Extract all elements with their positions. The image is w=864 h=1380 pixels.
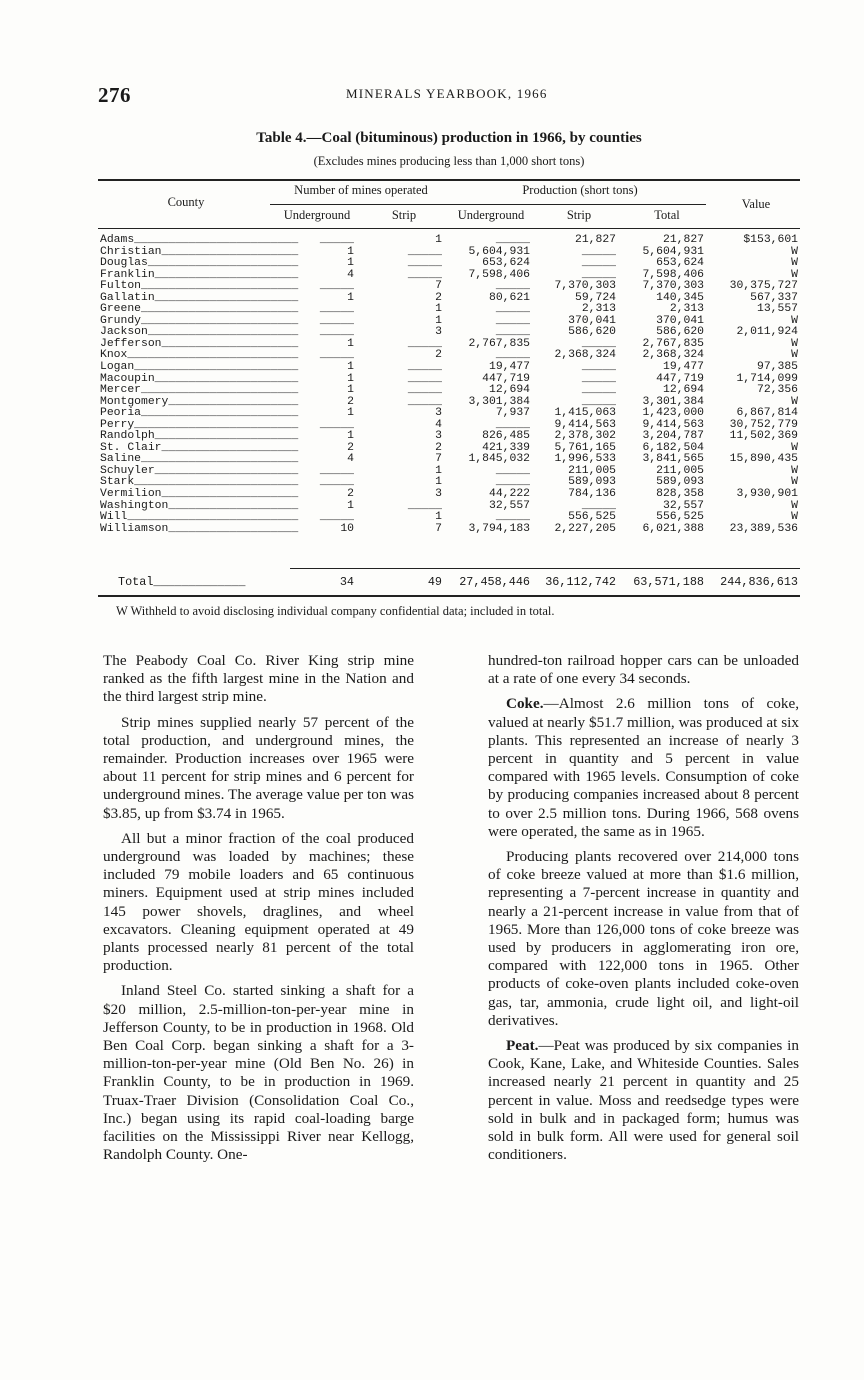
coke-paragraph — [488, 695, 799, 841]
cell-prod-underground: _____ — [495, 314, 530, 327]
cell-prod-underground: 7,937 — [495, 407, 530, 420]
peat-heading: Peat. — [506, 1037, 539, 1055]
running-title: MINERALS YEARBOOK, 1966 — [346, 86, 548, 101]
cell-prod-underground: 826,485 — [482, 430, 530, 443]
cell-prod-underground: _____ — [495, 464, 530, 477]
cell-prod-strip: 2,227,205 — [554, 522, 616, 535]
cell-prod-total: 3,204,787 — [642, 430, 704, 443]
cell-mines-underground: 4 — [347, 268, 354, 281]
cell-prod-strip: _____ — [581, 245, 616, 258]
paragraph: Inland Steel Co. started sinking a shaft for a $20 million, 2.5-million-ton-per-year mine in Jefferson County, to be in production in 1968. Old Ben Coal Corp. began sinking a shaft for a 3-million-ton-per-year mine (Old Ben No. 26) in Franklin County, to be in production in 1969. Truax-Traer Division (Consolidation Coal Co., Inc.) began using its rapid coal-loading barge facilities on the Mississippi River near Kellogg, Randolph County. One- — [103, 982, 414, 1164]
cell-county: Macoupin_____________________ — [100, 372, 299, 385]
cell-value: W — [791, 464, 798, 477]
header-bottom-rule — [98, 228, 800, 229]
total-mines-strip: 49 — [427, 575, 442, 589]
table-row — [98, 489, 800, 501]
cell-county: Knox_________________________ — [100, 349, 299, 362]
cell-county: Franklin_____________________ — [100, 268, 299, 281]
cell-county: Grundy_______________________ — [100, 314, 299, 327]
cell-prod-strip: 1,415,063 — [554, 407, 616, 420]
cell-value: W — [791, 257, 798, 270]
cell-prod-total: 19,477 — [662, 361, 704, 374]
cell-prod-total: 6,182,504 — [642, 441, 704, 454]
cell-prod-strip: 21,827 — [574, 234, 616, 246]
cell-prod-underground: _____ — [495, 349, 530, 362]
cell-prod-total: 2,313 — [669, 303, 704, 316]
header-prod-strip: Strip — [566, 208, 592, 222]
cell-prod-underground: _____ — [495, 418, 530, 431]
cell-prod-underground: _____ — [495, 234, 530, 246]
cell-prod-total: 370,041 — [656, 314, 704, 327]
right-column — [488, 652, 799, 1171]
table-row — [98, 258, 800, 270]
cell-mines-underground: 1 — [347, 361, 354, 374]
total-value: 244,836,613 — [720, 575, 798, 589]
cell-prod-underground: 7,598,406 — [468, 268, 530, 281]
cell-county: Schuyler_____________________ — [100, 464, 299, 477]
cell-mines-strip: 2 — [435, 291, 442, 304]
cell-prod-strip: _____ — [581, 395, 616, 408]
cell-mines-strip: 3 — [435, 430, 442, 443]
cell-prod-underground: 447,719 — [482, 372, 530, 385]
cell-value: 30,375,727 — [729, 280, 798, 293]
cell-prod-strip: _____ — [581, 337, 616, 350]
cell-mines-strip: _____ — [407, 372, 442, 385]
cell-value: 11,502,369 — [729, 430, 798, 443]
cell-county: Peoria_______________________ — [100, 407, 299, 420]
cell-prod-underground: 3,794,183 — [468, 522, 530, 535]
cell-mines-underground: _____ — [319, 314, 354, 327]
cell-mines-strip: 3 — [435, 407, 442, 420]
cell-county: Montgomery___________________ — [100, 395, 299, 408]
cell-prod-total: 589,093 — [656, 476, 704, 489]
total-rule — [290, 568, 800, 569]
cell-county: Jackson______________________ — [100, 326, 299, 339]
cell-county: Fulton_______________________ — [100, 280, 299, 293]
cell-value: W — [791, 395, 798, 408]
cell-county: Will_________________________ — [100, 511, 299, 524]
cell-county: Gallatin_____________________ — [100, 291, 299, 304]
cell-county: Adams________________________ — [100, 234, 299, 246]
cell-prod-total: 211,005 — [656, 464, 704, 477]
cell-mines-strip: _____ — [407, 384, 442, 397]
cell-prod-total: 7,370,303 — [642, 280, 704, 293]
total-row — [98, 575, 800, 589]
cell-mines-strip: 1 — [435, 234, 442, 246]
cell-mines-strip: 7 — [435, 522, 442, 535]
coke-body: —Almost 2.6 million tons of coke, valued at nearly $51.7 million, was produced at six plants. This represented an increase of nearly 3 percent in quantity and 5 percent in value compared with 1965 levels. Consumption of coke by producing companies increased about 8 percent to over 2.5 million tons. During 1966, 568 ovens were operated, the same as in 1965. — [488, 695, 799, 840]
cell-prod-underground: 2,767,835 — [468, 337, 530, 350]
cell-value: W — [791, 441, 798, 454]
cell-prod-underground: 44,222 — [488, 488, 530, 501]
cell-mines-strip: 1 — [435, 314, 442, 327]
header-production-group: Production (short tons) — [522, 183, 638, 197]
cell-value: W — [791, 245, 798, 258]
cell-prod-strip: _____ — [581, 499, 616, 512]
cell-mines-underground: _____ — [319, 349, 354, 362]
cell-prod-total: 653,624 — [656, 257, 704, 270]
cell-mines-strip: 7 — [435, 453, 442, 466]
cell-mines-underground: 1 — [347, 499, 354, 512]
cell-prod-strip: 370,041 — [568, 314, 616, 327]
peat-body: —Peat was produced by six companies in Cook, Kane, Lake, and Whiteside Counties. Sales increased nearly 21 percent in quantity and 25 percent in value. Moss and reedsedge types were sold in bulk and in packaged form; humus was sold in bulk form. All were used for general soil conditioners. — [488, 1037, 799, 1164]
cell-prod-strip: 586,620 — [568, 326, 616, 339]
cell-mines-strip: _____ — [407, 499, 442, 512]
cell-value: 2,011,924 — [736, 326, 798, 339]
table-bottom-rule — [98, 595, 800, 597]
cell-county: Stark________________________ — [100, 476, 299, 489]
paragraph: The Peabody Coal Co. River King strip mine ranked as the fifth largest mine in the Nation and the third largest strip mine. — [103, 652, 414, 706]
cell-prod-total: 5,604,931 — [642, 245, 704, 258]
cell-county: Douglas______________________ — [100, 257, 299, 270]
table-row — [98, 281, 800, 293]
cell-mines-strip: _____ — [407, 257, 442, 270]
cell-value: 567,337 — [750, 291, 798, 304]
cell-mines-strip: _____ — [407, 337, 442, 350]
cell-value: 30,752,779 — [729, 418, 798, 431]
cell-prod-underground: 32,557 — [488, 499, 530, 512]
cell-mines-underground: 10 — [340, 522, 354, 535]
paragraph: hundred-ton railroad hopper cars can be unloaded at a rate of one every 34 seconds. — [488, 652, 799, 688]
cell-mines-underground: _____ — [319, 418, 354, 431]
header-mines-underground: Underground — [283, 208, 351, 222]
cell-mines-underground: 1 — [347, 291, 354, 304]
cell-mines-strip: _____ — [407, 395, 442, 408]
cell-mines-strip: 1 — [435, 303, 442, 316]
cell-value: W — [791, 511, 798, 524]
cell-prod-total: 447,719 — [656, 372, 704, 385]
cell-county: Vermilion____________________ — [100, 488, 299, 501]
cell-county: Christian____________________ — [100, 245, 299, 258]
cell-value: W — [791, 499, 798, 512]
cell-prod-underground: 653,624 — [482, 257, 530, 270]
table-row — [98, 385, 800, 397]
cell-value: W — [791, 314, 798, 327]
cell-prod-total: 2,368,324 — [642, 349, 704, 362]
cell-value: $153,601 — [743, 234, 798, 246]
cell-mines-underground: 4 — [347, 453, 354, 466]
table-subtitle: (Excludes mines producing less than 1,000 short tons) — [313, 154, 585, 168]
cell-mines-strip: 4 — [435, 418, 442, 431]
cell-prod-underground: _____ — [495, 476, 530, 489]
cell-mines-underground: 2 — [347, 488, 354, 501]
cell-prod-underground: _____ — [495, 326, 530, 339]
cell-value: W — [791, 337, 798, 350]
total-prod-underground: 27,458,446 — [459, 575, 530, 589]
cell-prod-total: 6,021,388 — [642, 522, 704, 535]
cell-mines-underground: _____ — [319, 303, 354, 316]
cell-mines-underground: 2 — [347, 441, 354, 454]
cell-value: W — [791, 349, 798, 362]
table-row — [98, 362, 800, 374]
cell-prod-strip: _____ — [581, 268, 616, 281]
table-row — [98, 512, 800, 524]
table-footnote: W Withheld to avoid disclosing individual company confidential data; included in total. — [116, 604, 555, 618]
header-mines-strip: Strip — [391, 208, 417, 222]
cell-mines-strip: 1 — [435, 511, 442, 524]
cell-prod-total: 2,767,835 — [642, 337, 704, 350]
peat-paragraph — [488, 1037, 799, 1164]
cell-county: Williamson___________________ — [100, 522, 299, 535]
cell-mines-strip: 3 — [435, 326, 442, 339]
paragraph: All but a minor fraction of the coal produced underground was loaded by machines; these included 79 mobile loaders and 65 continuous miners. Equipment used at strip mines included 145 power shovels, draglines, and wheel excavators. Cleaning equipment operated at 49 plants processed nearly 81 percent of the total production. — [103, 829, 414, 975]
cell-prod-strip: 784,136 — [568, 488, 616, 501]
table-top-rule — [98, 179, 800, 181]
cell-prod-underground: 5,604,931 — [468, 245, 530, 258]
total-prod-strip: 36,112,742 — [545, 575, 616, 589]
cell-county: Saline_______________________ — [100, 453, 299, 466]
cell-prod-strip: 2,378,302 — [554, 430, 616, 443]
cell-prod-total: 828,358 — [656, 488, 704, 501]
cell-value: W — [791, 268, 798, 281]
cell-prod-strip: _____ — [581, 372, 616, 385]
cell-county: Greene_______________________ — [100, 303, 299, 316]
left-column — [103, 652, 414, 1171]
cell-prod-underground: _____ — [495, 280, 530, 293]
cell-mines-strip: 1 — [435, 464, 442, 477]
header-prod-total: Total — [654, 208, 680, 222]
cell-prod-strip: 556,525 — [568, 511, 616, 524]
cell-prod-underground: 1,845,032 — [468, 453, 530, 466]
coke-heading: Coke. — [506, 695, 544, 713]
cell-prod-underground: 12,694 — [488, 384, 530, 397]
cell-mines-underground: 1 — [347, 337, 354, 350]
cell-mines-underground: 2 — [347, 395, 354, 408]
cell-mines-strip: 1 — [435, 476, 442, 489]
cell-prod-total: 1,423,000 — [642, 407, 704, 420]
cell-prod-total: 586,620 — [656, 326, 704, 339]
cell-mines-strip: 2 — [435, 349, 442, 362]
header-value: Value — [741, 197, 771, 211]
paragraph: Strip mines supplied nearly 57 percent of the total production, and underground mines, the remainder. Production increases over 1965 were about 11 percent for strip mines and 6 percent for underground mines. The average value per ton was $3.85, up from $3.74 in 1965. — [103, 713, 414, 822]
cell-county: Perry________________________ — [100, 418, 299, 431]
cell-mines-strip: 2 — [435, 441, 442, 454]
paragraph: Producing plants recovered over 214,000 tons of coke breeze valued at more than $1.6 million, representing a 7-percent increase in quantity and nearly a 21-percent increase in value from that of 1965. More than 126,000 tons of coke breeze was used by producers in agglomerating iron ore, compared with 122,000 tons in 1965. Other products of coke-oven plants included coke-oven gas, tar, ammonia, crude light oil, and light-oil derivatives. — [488, 848, 799, 1029]
total-mines-underground: 34 — [339, 575, 354, 589]
cell-prod-strip: 2,313 — [581, 303, 616, 316]
cell-prod-total: 140,345 — [656, 291, 704, 304]
cell-mines-strip: 7 — [435, 280, 442, 293]
cell-prod-strip: 9,414,563 — [554, 418, 616, 431]
cell-county: Jefferson____________________ — [100, 337, 299, 350]
cell-prod-underground: 3,301,384 — [468, 395, 530, 408]
cell-prod-underground: 80,621 — [488, 291, 530, 304]
cell-county: Randolph_____________________ — [100, 430, 299, 443]
table-body — [98, 235, 800, 535]
cell-mines-underground: _____ — [319, 280, 354, 293]
cell-prod-total: 3,301,384 — [642, 395, 704, 408]
cell-mines-underground: _____ — [319, 326, 354, 339]
cell-prod-strip: 211,005 — [568, 464, 616, 477]
cell-county: Washington___________________ — [100, 499, 299, 512]
cell-value: 23,389,536 — [729, 522, 798, 535]
cell-value: 6,867,814 — [736, 407, 798, 420]
cell-prod-total: 32,557 — [662, 499, 704, 512]
page-number: 276 — [98, 83, 131, 107]
cell-prod-strip: _____ — [581, 257, 616, 270]
cell-mines-underground: 1 — [347, 407, 354, 420]
header-mines-group: Number of mines operated — [294, 183, 428, 197]
cell-mines-underground: 1 — [347, 372, 354, 385]
header-prod-underground: Underground — [457, 208, 525, 222]
table-row — [98, 524, 800, 536]
page-header — [98, 83, 800, 109]
cell-mines-underground: 1 — [347, 384, 354, 397]
cell-mines-strip: 3 — [435, 488, 442, 501]
cell-prod-total: 7,598,406 — [642, 268, 704, 281]
cell-mines-underground: 1 — [347, 430, 354, 443]
cell-prod-strip: _____ — [581, 384, 616, 397]
cell-county: Mercer_______________________ — [100, 384, 299, 397]
cell-prod-total: 3,841,565 — [642, 453, 704, 466]
cell-value: 15,890,435 — [729, 453, 798, 466]
cell-mines-strip: _____ — [407, 361, 442, 374]
cell-mines-underground: _____ — [319, 476, 354, 489]
cell-prod-underground: 19,477 — [488, 361, 530, 374]
cell-county: St. Clair____________________ — [100, 441, 299, 454]
cell-mines-underground: _____ — [319, 234, 354, 246]
cell-mines-underground: _____ — [319, 511, 354, 524]
total-label: Total_____________ — [118, 575, 246, 589]
cell-prod-strip: 2,368,324 — [554, 349, 616, 362]
cell-value: 72,356 — [756, 384, 798, 397]
cell-value: 13,557 — [756, 303, 798, 316]
cell-county: Logan________________________ — [100, 361, 299, 374]
cell-prod-strip: 1,996,533 — [554, 453, 616, 466]
cell-prod-strip: 589,093 — [568, 476, 616, 489]
header-group-rule — [270, 204, 706, 205]
cell-prod-total: 556,525 — [656, 511, 704, 524]
cell-prod-strip: 59,724 — [574, 291, 616, 304]
cell-prod-total: 9,414,563 — [642, 418, 704, 431]
cell-mines-strip: _____ — [407, 245, 442, 258]
cell-value: W — [791, 476, 798, 489]
cell-prod-underground: _____ — [495, 511, 530, 524]
table-title: Table 4.—Coal (bituminous) production in 1966, by counties — [256, 130, 642, 146]
cell-prod-underground: _____ — [495, 303, 530, 316]
cell-mines-underground: 1 — [347, 257, 354, 270]
table-row — [98, 235, 800, 247]
cell-mines-underground: 1 — [347, 245, 354, 258]
cell-prod-strip: 7,370,303 — [554, 280, 616, 293]
cell-value: 97,385 — [756, 361, 798, 374]
cell-value: 1,714,099 — [736, 372, 798, 385]
cell-prod-strip: _____ — [581, 361, 616, 374]
cell-mines-underground: _____ — [319, 464, 354, 477]
cell-prod-strip: 5,761,165 — [554, 441, 616, 454]
cell-mines-strip: _____ — [407, 268, 442, 281]
header-county: County — [167, 195, 205, 209]
cell-prod-total: 12,694 — [662, 384, 704, 397]
cell-value: 3,930,901 — [736, 488, 798, 501]
cell-prod-underground: 421,339 — [482, 441, 530, 454]
total-prod-total: 63,571,188 — [633, 575, 704, 589]
cell-prod-total: 21,827 — [662, 234, 704, 246]
